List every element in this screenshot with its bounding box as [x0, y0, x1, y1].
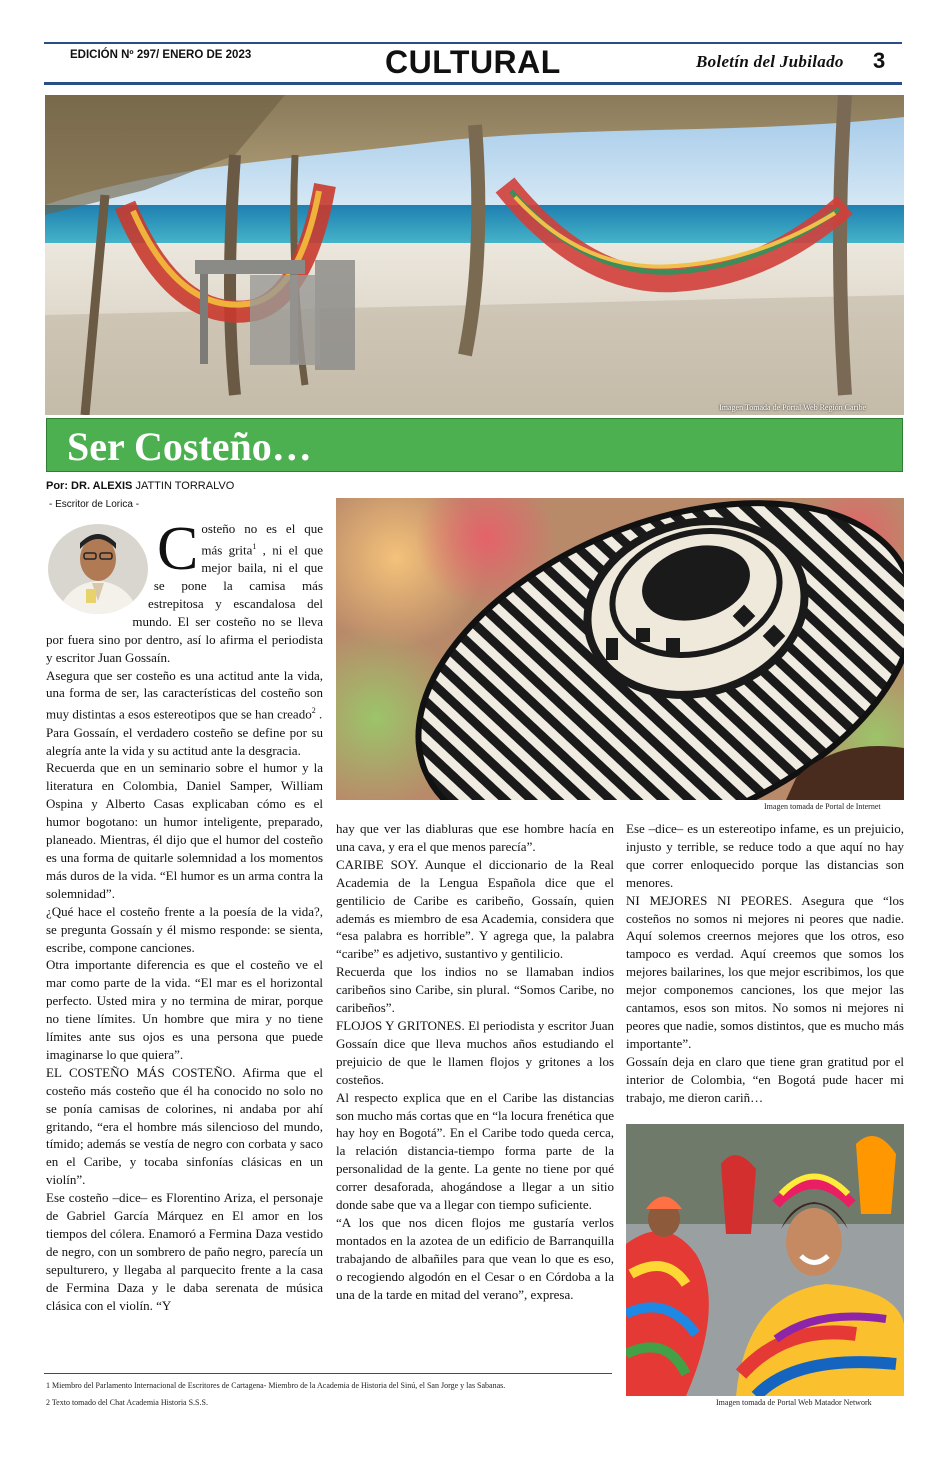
- dancers-photo-credit: Imagen tomada de Portal Web Matador Network: [716, 1398, 872, 1407]
- byline-role: - Escritor de Lorica -: [49, 499, 140, 510]
- footnote-rule: [44, 1373, 612, 1374]
- paragraph: FLOJOS Y GRITONES. El periodista y escritor Juan Gossaín dice que lleva muchos años estudiando el prejuicio de que le llamen flojos y gritones a los costeños.: [336, 1017, 614, 1087]
- byline-name: JATTIN TORRALVO: [132, 480, 235, 492]
- footnote-ref-1: 1: [252, 541, 257, 551]
- section-title: CULTURAL: [385, 44, 561, 80]
- vueltiao-hat-photo: [336, 498, 904, 800]
- paragraph: “A los que nos dicen flojos me gustaría verlos montados en la azotea de un edificio de Barranquilla trabajando de albañiles para que vean lo que es eso, o recogiendo algodón en el Cesar o en Córdoba a la una de la tarde en mitad del verano”, expresa.: [336, 1214, 614, 1302]
- edition-label: EDICIÓN Nº 297/ ENERO DE 2023: [70, 49, 252, 61]
- footnote-ref-2: 2: [311, 706, 316, 716]
- footnote-2: 2 Texto tomado del Chat Academia Historia S.S.S.: [46, 1398, 208, 1407]
- carnival-dancers-photo: [626, 1124, 904, 1396]
- article-column-1: [46, 515, 324, 1315]
- paragraph: Ese –dice– es un estereotipo infame, es un prejuicio, injusto y terrible, se reduce todo a que aquí no hay que correr enloquecido porque las distancias son menores.: [626, 821, 904, 890]
- page-number: 3: [873, 48, 886, 73]
- paragraph: Al respecto explica que en el Caribe las distancias son mucho más cortas que en “la locura frenética que hay hoy en Bogotá”. En el Caribe todo queda cerca, la relación distancia-tiempo forma parte de la personalidad de la gente. La gente no tiene por qué correr desaforada, ahogándose a llegar a un sitio donde sabe que va a llegar con tiempo suficiente.: [336, 1089, 614, 1213]
- paragraph: Recuerda que en un seminario sobre el humor y la literatura en Colombia, Daniel Samper, William Ospina y Alberto Casas explicaban cómo es el humor bogotano: un humor inteligente, preparado, planeado. Mientras, él dijo que el humor del costeño es una forma de quitarle solemnidad a los momentos más duros de la vida. “El humor es un arma contra la solemnidad”.: [46, 760, 323, 901]
- dropcap: C: [157, 515, 199, 583]
- footnote-1: 1 Miembro del Parlamento Internacional de Escritores de Cartagena- Miembro de la Academia de Historia del Sinú, el San Jorge y las Sabanas.: [46, 1381, 506, 1390]
- paragraph: Asegura que ser costeño es una actitud ante la vida, una forma de ser, las características del costeño son muy distintas a esos estereotipos que se han creado: [46, 667, 323, 722]
- beach-hammock-photo: [45, 95, 904, 415]
- paragraph: , ni el que mejor baila, ni el que se pone la camisa más estrepitosa y escandalosa del mundo. El ser costeño no se lleva por fuera sino por dentro, así lo afirma el periodista y escritor Juan Gossaín.: [46, 542, 324, 665]
- paragraph: Gossaín deja en claro que tiene gran gratitud por el interior de Colombia, “en Bogotá pude hacer mi trabajo, me dieron cariñ…: [626, 1053, 904, 1105]
- author-portrait: [40, 520, 155, 620]
- beach-photo-credit: Imagen Tomada de Portal Web Región Caribe: [719, 403, 866, 412]
- paragraph: Recuerda que los indios no se llamaban indios caribeños sino Caribe, sin plural. “Somos Caribe, no caribeños”.: [336, 964, 614, 1016]
- paragraph: Para Gossaín, el verdadero costeño se define por su alegría ante la vida y su actitud ante la desgracia.: [46, 724, 323, 758]
- paragraph: EL COSTEÑO MÁS COSTEÑO. Afirma que el costeño más costeño que él ha conocido no solo no se ponía camisas de colorines, ni andaba por ahí gritando, “era el hombre más silencioso del mundo, tímido; además se vestía de negro con corbata y saco en el Caribe, y tocaba sinfonías clásicas en un violín”.: [46, 1064, 323, 1188]
- byline-prefix: Por: DR. ALEXIS: [46, 480, 133, 492]
- article-title-bar: [46, 418, 903, 472]
- article-title: Ser Costeño…: [67, 424, 312, 469]
- article-column-3: [626, 820, 904, 1107]
- paragraph: Ese costeño –dice– es Florentino Ariza, el personaje de Gabriel García Márquez en El amor en los tiempos del cólera. Enamoró a Fermina Daza vestido de negro, con un sombrero de paño negro, parecía un sepulturero, y llegaba al parquecito frente a la casa de Fermina Daza y le daba serenata de música clásica con el violín. “Y: [46, 1190, 323, 1313]
- paragraph: NI MEJORES NI PEORES. Asegura que “los costeños no somos ni mejores ni peores que nadie. Aquí solemos creernos mejores que los otros, eso tampoco es verdad. Aquí creemos que somos los mejores bailarines, los que mejor escribimos, los que mejor componemos canciones, los que mejor las cantamos, esos son mitos. No somos ni mejores ni peores que nadie, somos distintos, que es mucho más importante”.: [626, 892, 904, 1051]
- paragraph: hay que ver las diabluras que ese hombre hacía en una cava, y era el que menos parecía”.: [336, 821, 614, 854]
- byline: [46, 480, 234, 492]
- paragraph: Otra importante diferencia es que el costeño ve el mar como parte de la vida. “El mar es el horizontal perfecto. Usted mira y no termina de mirar, porque no tiene límites. Un hombre que mira y no tiene límites ante sus ojos es una persona que puede imaginarse lo que quiera”.: [46, 957, 323, 1062]
- paragraph: ¿Qué hace el costeño frente a la poesía de la vida?, se pregunta Gossaín y él mismo responde: se sienta, escribe, compone canciones.: [46, 903, 323, 955]
- hat-photo-credit: Imagen tomada de Portal de Internet: [764, 802, 881, 811]
- paragraph: osteño no es el que más grita: [201, 521, 323, 558]
- paragraph: .: [315, 706, 323, 722]
- article-column-2: [336, 820, 614, 1303]
- paragraph: CARIBE SOY. Aunque el diccionario de la Real Academia de la Lengua Española dice que el gentilicio de Caribe es caribeño, Gossaín, quien además es miembro de esa Academia, considera que “esa palabra es horrible”. Y agrega que, la palabra “caribe” es adjetivo, sustantivo y gentilicio.: [336, 856, 614, 962]
- header-rule-bottom: [44, 82, 902, 85]
- publication-name: Boletín del Jubilado: [696, 52, 844, 71]
